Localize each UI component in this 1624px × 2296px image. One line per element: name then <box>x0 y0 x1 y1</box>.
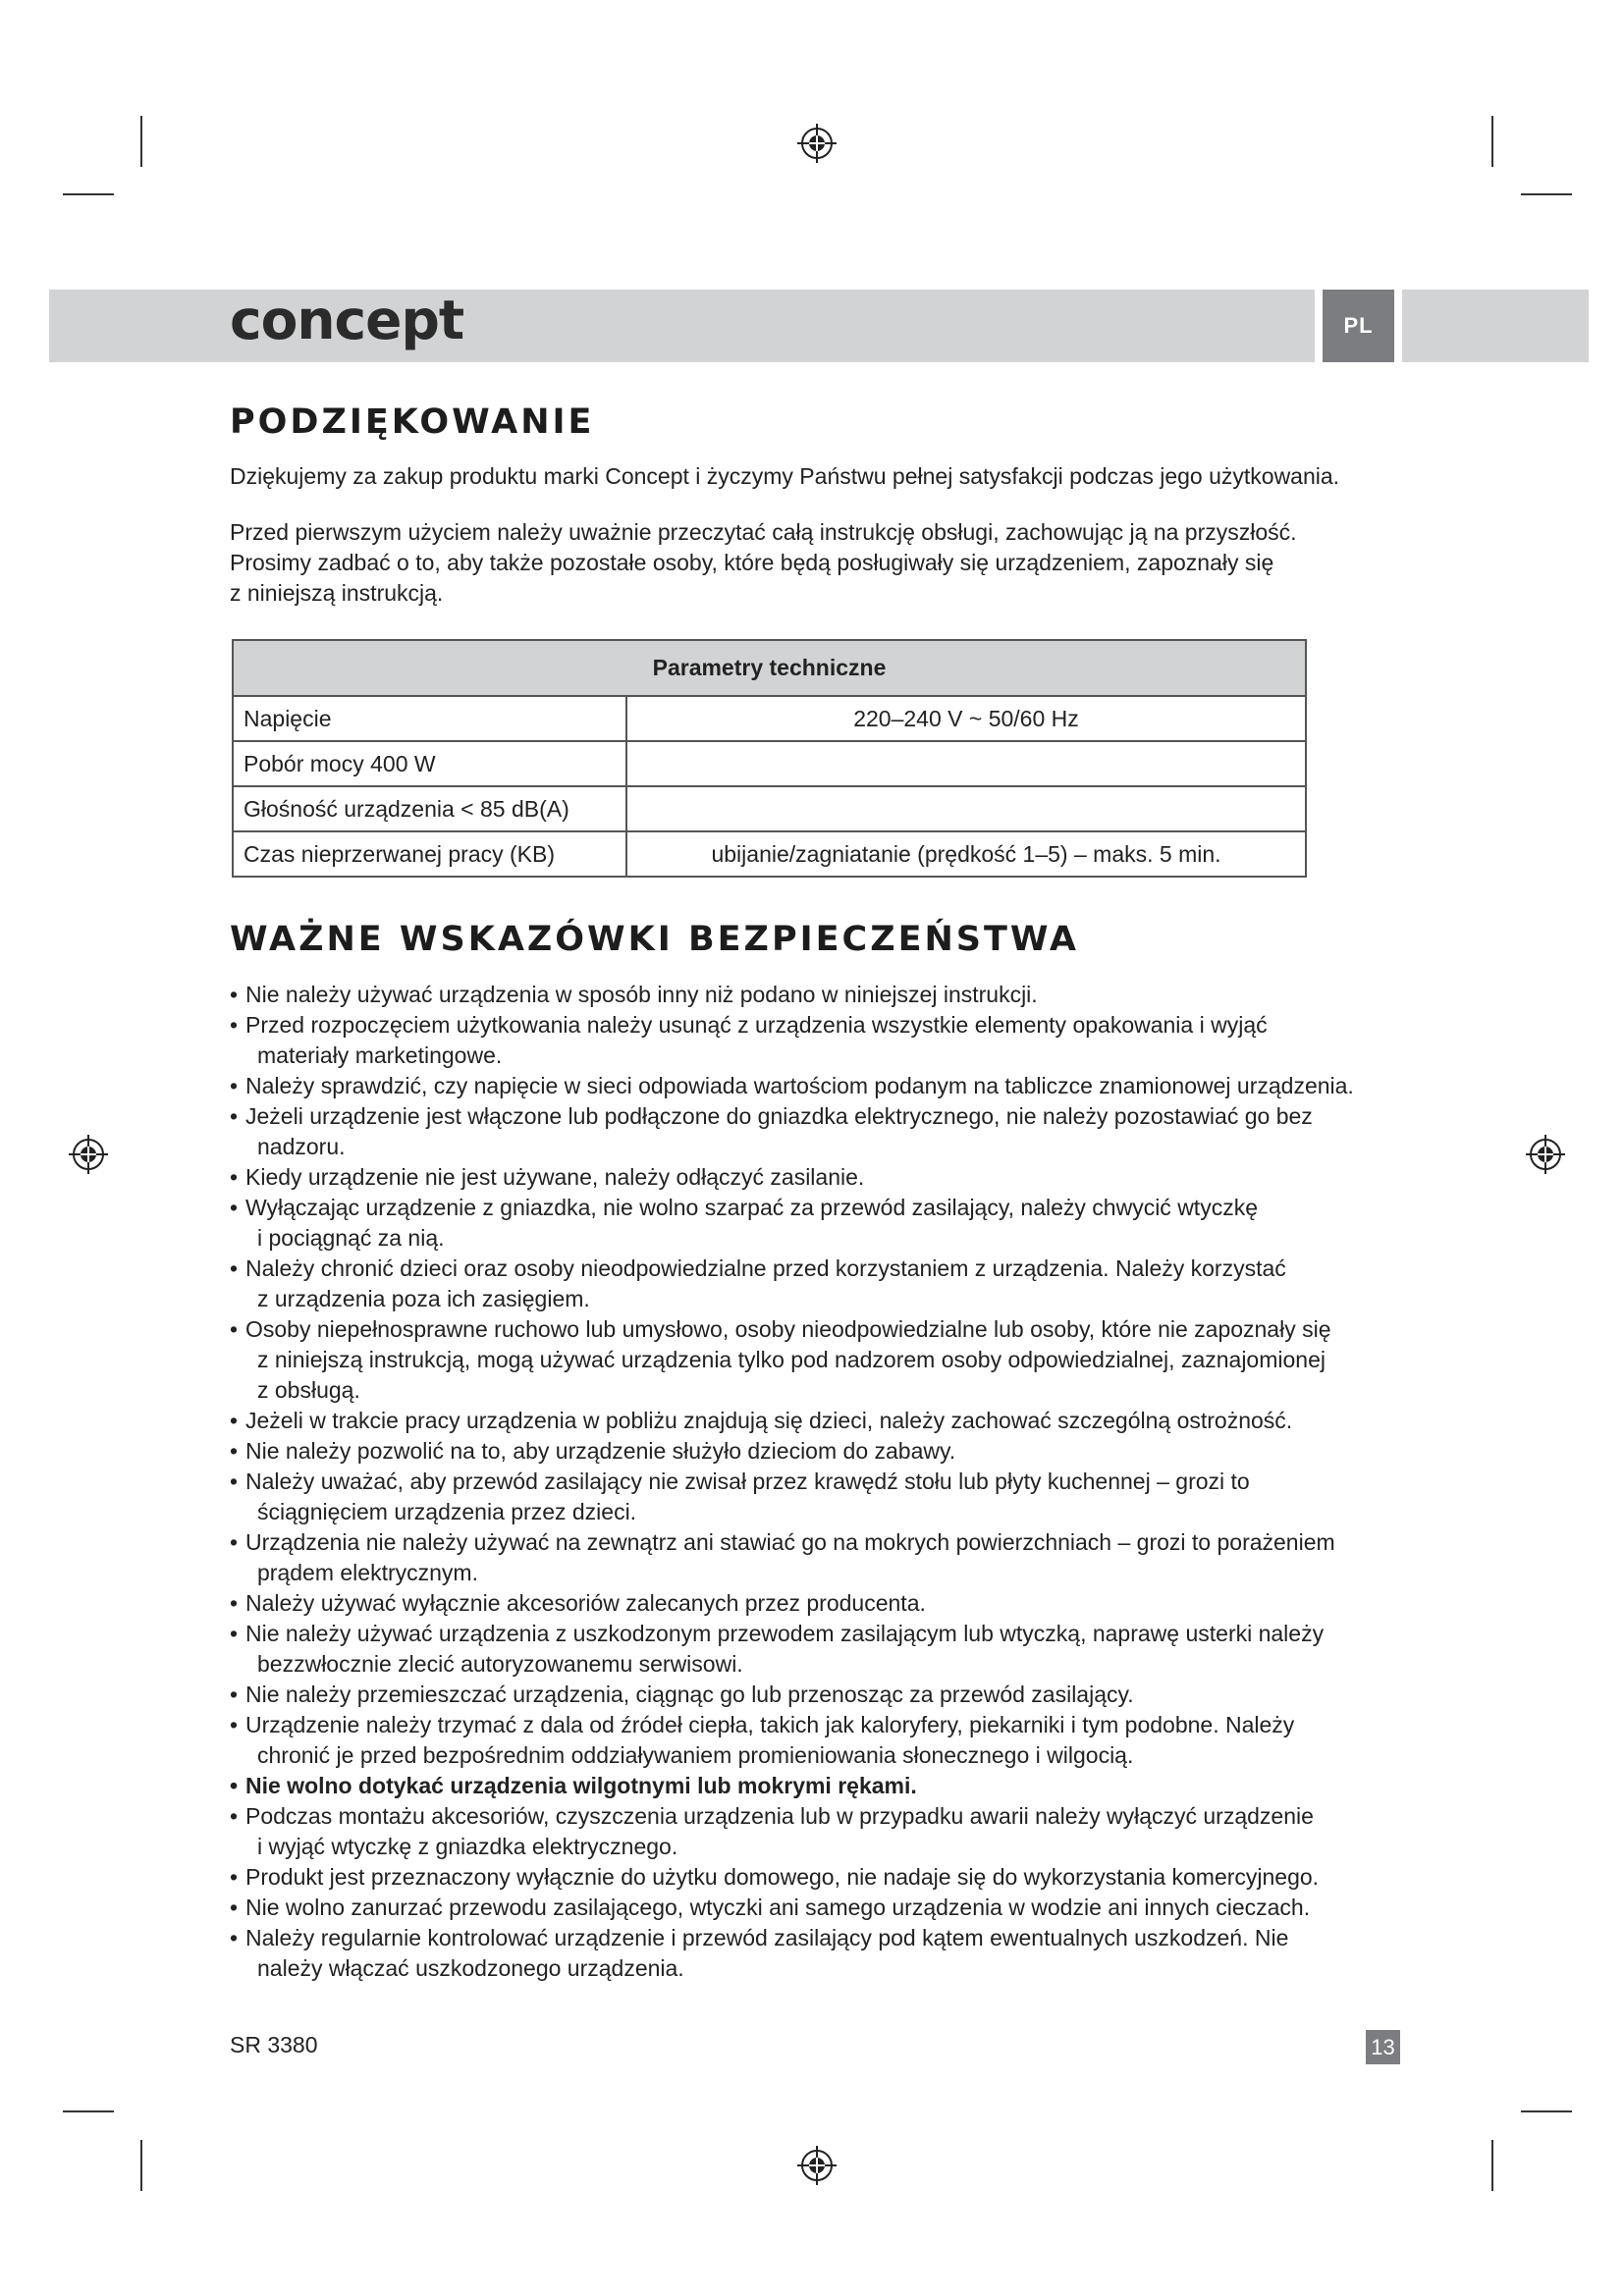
list-item <box>230 1619 1398 1680</box>
item-line: Należy chronić dzieci oraz osoby nieodpowiedzialne przed korzystaniem z urządzenia. Należy korzystać <box>245 1255 1286 1281</box>
item-line: Nie należy używać urządzenia z uszkodzonym przewodem zasilającym lub wtyczką, naprawę usterki należy <box>245 1621 1325 1646</box>
item-line: Urządzenia nie należy używać na zewnątrz ani stawiać go na mokrych powierzchniach – grozi to porażeniem <box>245 1529 1335 1555</box>
item-line: Należy sprawdzić, czy napięcie w sieci odpowiada wartościom podanym na tabliczce znamionowej urządzenia. <box>245 1073 1354 1098</box>
list-item <box>230 1527 1398 1588</box>
item-line: Nie należy używać urządzenia w sposób inny niż podano w niniejszej instrukcji. <box>245 982 1038 1007</box>
list-item <box>230 1314 1398 1406</box>
list-item <box>230 1893 1398 1923</box>
model-number: SR 3380 <box>230 2032 318 2057</box>
registration-mark-icon <box>1524 1133 1567 1176</box>
list-item <box>230 1193 1398 1254</box>
crop-mark <box>1491 2140 1493 2191</box>
list-item <box>230 1862 1398 1893</box>
list-item <box>230 1467 1398 1527</box>
spec-table <box>232 639 1307 878</box>
table-header: Parametry techniczne <box>233 640 1306 696</box>
spec-label: Czas nieprzerwanej pracy (KB) <box>233 831 626 877</box>
item-line: Osoby niepełnosprawne ruchowo lub umysłowo, osoby nieodpowiedzialne lub osoby, które nie zapoznały się <box>245 1316 1331 1342</box>
crop-mark <box>63 2110 114 2112</box>
table-row <box>233 741 1306 786</box>
paragraph-line: Prosimy zadbać o to, aby także pozostałe osoby, które będą posługiwały się urządzeniem, zapoznały się <box>230 550 1274 575</box>
item-line: chronić je przed bezpośrednim oddziaływaniem promieniowania słonecznego i wilgocią. <box>257 1742 1134 1768</box>
item-line: Należy regularnie kontrolować urządzenie i przewód zasilający pod kątem ewentualnych uszkodzeń. Nie <box>245 1925 1289 1950</box>
table-row <box>233 696 1306 741</box>
language-badge: PL <box>1323 290 1394 362</box>
item-line: z niniejszą instrukcją, mogą używać urządzenia tylko pod nadzorem osoby odpowiedzialnej, zaznajomionej <box>257 1347 1326 1372</box>
item-line: materiały marketingowe. <box>257 1042 503 1068</box>
item-line: z obsługą. <box>257 1377 360 1403</box>
registration-mark-icon <box>67 1133 110 1176</box>
crop-mark <box>140 116 142 167</box>
item-line: prądem elektrycznym. <box>257 1560 478 1585</box>
spec-value <box>626 741 1306 786</box>
item-line: Nie wolno dotykać urządzenia wilgotnymi lub mokrymi rękami. <box>245 1773 917 1798</box>
paragraph-line: Przed pierwszym użyciem należy uważnie przeczytać całą instrukcję obsługi, zachowując ją na przyszłość. <box>230 519 1297 545</box>
item-line: Nie należy przemieszczać urządzenia, ciągnąc go lub przenosząc za przewód zasilający. <box>245 1682 1134 1707</box>
item-line: Podczas montażu akcesoriów, czyszczenia urządzenia lub w przypadku awarii należy wyłączyć urządzenie <box>245 1803 1314 1829</box>
list-item-bold <box>230 1771 1398 1801</box>
list-item <box>230 1801 1398 1862</box>
item-line: Nie należy pozwolić na to, aby urządzenie służyło dzieciom do zabawy. <box>245 1438 956 1464</box>
crop-mark <box>1491 116 1493 167</box>
item-line: Przed rozpoczęciem użytkowania należy usunąć z urządzenia wszystkie elementy opakowania i wyjąć <box>245 1012 1268 1038</box>
list-item <box>230 1162 1398 1193</box>
list-item <box>230 1710 1398 1771</box>
table-row <box>233 786 1306 831</box>
list-item <box>230 1406 1398 1436</box>
crop-mark <box>1521 2110 1572 2112</box>
section-heading-safety: WAŻNE WSKAZÓWKI BEZPIECZEŃSTWA <box>230 920 1079 959</box>
item-line: ściągnięciem urządzenia przez dzieci. <box>257 1499 637 1524</box>
list-item <box>230 1588 1398 1619</box>
spec-label: Pobór mocy 400 W <box>233 741 626 786</box>
thanks-paragraph-2 <box>230 517 1408 609</box>
section-heading-thanks: PODZIĘKOWANIE <box>230 402 595 442</box>
crop-mark <box>1521 193 1572 195</box>
list-item <box>230 1101 1398 1162</box>
spec-label: Głośność urządzenia < 85 dB(A) <box>233 786 626 831</box>
registration-mark-icon <box>795 122 839 165</box>
spec-label: Napięcie <box>233 696 626 741</box>
item-line: Należy używać wyłącznie akcesoriów zalecanych przez producenta. <box>245 1590 926 1616</box>
item-line: i wyjąć wtyczkę z gniazdka elektrycznego. <box>257 1834 678 1859</box>
item-line: należy włączać uszkodzonego urządzenia. <box>257 1955 684 1981</box>
paragraph-line: z niniejszą instrukcją. <box>230 580 444 606</box>
table-row <box>233 831 1306 877</box>
item-line: Wyłączając urządzenie z gniazdka, nie wolno szarpać za przewód zasilający, należy chwycić wtyczkę <box>245 1195 1258 1220</box>
list-item <box>230 1071 1398 1101</box>
item-line: i pociągnąć za nią. <box>257 1225 445 1251</box>
safety-list <box>230 980 1398 1984</box>
item-line: Kiedy urządzenie nie jest używane, należy odłączyć zasilanie. <box>245 1164 865 1190</box>
spec-value: ubijanie/zagniatanie (prędkość 1–5) – maks. 5 min. <box>626 831 1306 877</box>
crop-mark <box>63 193 114 195</box>
thanks-paragraph-1: Dziękujemy za zakup produktu marki Concept i życzymy Państwu pełnej satysfakcji podczas jego użytkowania. <box>230 463 1340 489</box>
registration-mark-icon <box>795 2144 839 2187</box>
table-header-row <box>233 640 1306 696</box>
list-item <box>230 1436 1398 1467</box>
spec-value <box>626 786 1306 831</box>
header-band-right <box>1402 290 1589 362</box>
list-item <box>230 1254 1398 1314</box>
crop-mark <box>140 2140 142 2191</box>
spec-value: 220–240 V ~ 50/60 Hz <box>626 696 1306 741</box>
item-line: Należy uważać, aby przewód zasilający nie zwisał przez krawędź stołu lub płyty kuchennej – grozi to <box>245 1468 1250 1494</box>
item-line: Nie wolno zanurzać przewodu zasilającego, wtyczki ani samego urządzenia w wodzie ani innych cieczach. <box>245 1895 1311 1920</box>
list-item <box>230 1010 1398 1071</box>
brand-logo: concept <box>230 289 464 351</box>
page-number: 13 <box>1366 2030 1400 2064</box>
item-line: Urządzenie należy trzymać z dala od źródeł ciepła, takich jak kaloryfery, piekarniki i tym podobne. Należy <box>245 1712 1295 1737</box>
list-item <box>230 980 1398 1010</box>
item-line: Jeżeli w trakcie pracy urządzenia w pobliżu znajdują się dzieci, należy zachować szczególną ostrożność. <box>245 1408 1293 1433</box>
item-line: Produkt jest przeznaczony wyłącznie do użytku domowego, nie nadaje się do wykorzystania komercyjnego. <box>245 1864 1320 1890</box>
item-line: bezzwłocznie zlecić autoryzowanemu serwisowi. <box>257 1651 743 1677</box>
item-line: z urządzenia poza ich zasięgiem. <box>257 1286 590 1311</box>
list-item <box>230 1923 1398 1984</box>
item-line: Jeżeli urządzenie jest włączone lub podłączone do gniazdka elektrycznego, nie należy pozostawiać go bez <box>245 1103 1313 1129</box>
list-item <box>230 1680 1398 1710</box>
item-line: nadzoru. <box>257 1134 346 1159</box>
